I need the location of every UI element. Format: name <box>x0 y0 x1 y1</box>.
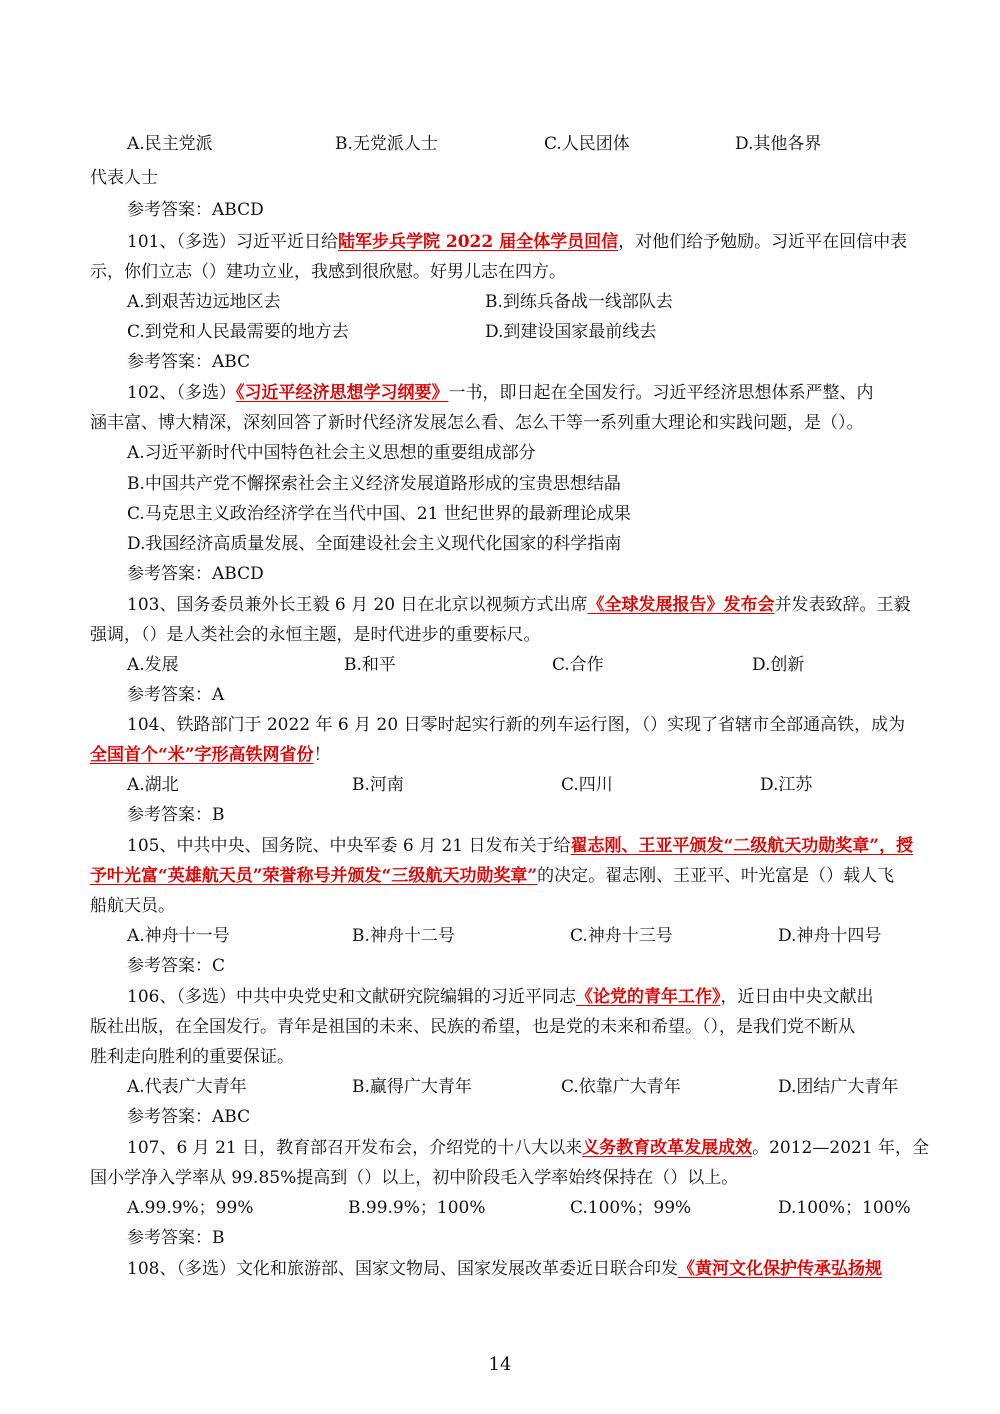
option-a: A.湖北 <box>127 775 179 795</box>
option-b: B.99.9%；100% <box>348 1198 486 1218</box>
answer: 参考答案：C <box>127 956 226 976</box>
question-text: 国小学净入学率从 99.85%提高到（）以上，初中阶段毛入学率始终保持在（）以上。 <box>90 1168 739 1188</box>
options-row <box>0 317 1000 347</box>
highlight: 陆军步兵学院 2022 届全体学员回信 <box>337 232 619 252</box>
question-text: 船航天员。 <box>90 896 175 916</box>
option-c: C.四川 <box>561 775 613 795</box>
options-row <box>0 129 1000 159</box>
option-a: A.代表广大青年 <box>127 1077 247 1097</box>
option-b: B.神舟十二号 <box>352 926 455 946</box>
answer: 参考答案：ABCD <box>127 200 264 220</box>
question-104: 104、铁路部门于 2022 年 6 月 20 日零时起实行新的列车运行图，（）实现了省辖市全部通高铁，成为 <box>127 715 906 735</box>
question-101: 101、（多选）习近平近日给陆军步兵学院 2022 届全体学员回信，对他们给予勉励。习近平在回信中表 <box>127 232 908 252</box>
option-c: C.合作 <box>552 655 604 675</box>
options-row <box>0 770 1000 800</box>
highlight: 《黄河文化保护传承弘扬规 <box>677 1259 882 1279</box>
option-b: B.河南 <box>352 775 404 795</box>
highlight: 义务教育改革发展成效 <box>582 1138 753 1158</box>
answer: 参考答案：ABCD <box>127 564 264 584</box>
question-text: 示，你们立志（）建功立业，我感到很欣慰。好男儿志在四方。 <box>90 262 566 282</box>
option-d: D.其他各界 <box>735 134 822 154</box>
option-b: B.和平 <box>344 655 396 675</box>
option-d: D.神舟十四号 <box>778 926 882 946</box>
question-text: 涵丰富、博大精深，深刻回答了新时代经济发展怎么看、怎么干等一系列重大理论和实践问题，是（）。 <box>90 413 864 433</box>
highlight: 《全球发展报告》发布会 <box>587 595 775 615</box>
option-b: B.中国共产党不懈探索社会主义经济发展道路形成的宝贵思想结晶 <box>127 474 621 494</box>
answer: 参考答案：ABC <box>127 352 251 372</box>
options-row <box>0 1072 1000 1102</box>
answer: 参考答案：B <box>127 1228 225 1248</box>
option-a: A.发展 <box>127 655 179 675</box>
option-d: D.我国经济高质量发展、全面建设社会主义现代化国家的科学指南 <box>127 534 622 554</box>
question-108: 108、（多选）文化和旅游部、国家文物局、国家发展改革委近日联合印发《黄河文化保护传承弘扬规 <box>127 1259 882 1279</box>
option-c: C.人民团体 <box>544 134 630 154</box>
question-text: 版社出版，在全国发行。青年是祖国的未来、民族的希望，也是党的未来和希望。（），是我们党不断从 <box>90 1017 855 1037</box>
option-d: D.100%；100% <box>778 1198 911 1218</box>
page-number: 14 <box>488 1354 512 1375</box>
option-continuation: 代表人士 <box>90 168 158 188</box>
highlight: 予叶光富“英雄航天员”荣誉称号并颁发“三级航天功勋奖章” <box>90 866 538 886</box>
answer: 参考答案：ABC <box>127 1107 251 1127</box>
question-text: 予叶光富“英雄航天员”荣誉称号并颁发“三级航天功勋奖章”的决定。翟志刚、王亚平、叶光富是（）载人飞 <box>90 866 895 886</box>
question-105: 105、中共中央、国务院、中央军委 6 月 21 日发布关于给翟志刚、王亚平颁发“二级航天功勋奖章”，授 <box>127 836 914 856</box>
highlight: 《习近平经济思想学习纲要》 <box>235 383 449 403</box>
question-text: 全国首个“米”字形高铁网省份！ <box>90 745 331 765</box>
question-103: 103、国务委员兼外长王毅 6 月 20 日在北京以视频方式出席《全球发展报告》发布会并发表致辞。王毅 <box>127 595 911 615</box>
question-106: 106、（多选）中共中央党史和文献研究院编辑的习近平同志《论党的青年工作》，近日由中央文献出 <box>127 987 874 1007</box>
option-d: D.到建设国家最前线去 <box>485 322 657 342</box>
question-text: 胜利走向胜利的重要保证。 <box>90 1047 294 1067</box>
question-107: 107、6 月 21 日，教育部召开发布会，介绍党的十八大以来义务教育改革发展成效。2012—2021 年，全 <box>127 1138 930 1158</box>
options-row <box>0 650 1000 680</box>
answer: 参考答案：A <box>127 685 225 705</box>
option-d: D.江苏 <box>760 775 813 795</box>
question-102: 102、（多选）《习近平经济思想学习纲要》一书，即日起在全国发行。习近平经济思想体系严整、内 <box>127 383 874 403</box>
options-row <box>0 1193 1000 1223</box>
option-b: B.无党派人士 <box>335 134 438 154</box>
option-d: D.创新 <box>752 655 805 675</box>
option-c: C.到党和人民最需要的地方去 <box>127 322 349 342</box>
option-c: C.100%；99% <box>570 1198 692 1218</box>
option-c: C.依靠广大青年 <box>561 1077 681 1097</box>
question-text: 强调，（）是人类社会的永恒主题，是时代进步的重要标尺。 <box>90 625 541 645</box>
option-a: A.习近平新时代中国特色社会主义思想的重要组成部分 <box>127 443 536 463</box>
answer: 参考答案：B <box>127 805 225 825</box>
option-a: A.民主党派 <box>127 134 213 154</box>
highlight: 翟志刚、王亚平颁发“二级航天功勋奖章”，授 <box>570 836 914 856</box>
option-a: A.99.9%；99% <box>127 1198 254 1218</box>
option-b: B.赢得广大青年 <box>352 1077 472 1097</box>
options-row <box>0 287 1000 317</box>
highlight: 《论党的青年工作》 <box>575 987 721 1007</box>
option-a: A.神舟十一号 <box>127 926 230 946</box>
highlight: 全国首个“米”字形高铁网省份 <box>90 745 314 765</box>
option-a: A.到艰苦边远地区去 <box>127 292 281 312</box>
options-row <box>0 921 1000 951</box>
option-c: C.马克思主义政治经济学在当代中国、21 世纪世界的最新理论成果 <box>127 504 631 524</box>
option-c: C.神舟十三号 <box>570 926 673 946</box>
option-d: D.团结广大青年 <box>778 1077 899 1097</box>
option-b: B.到练兵备战一线部队去 <box>485 292 673 312</box>
